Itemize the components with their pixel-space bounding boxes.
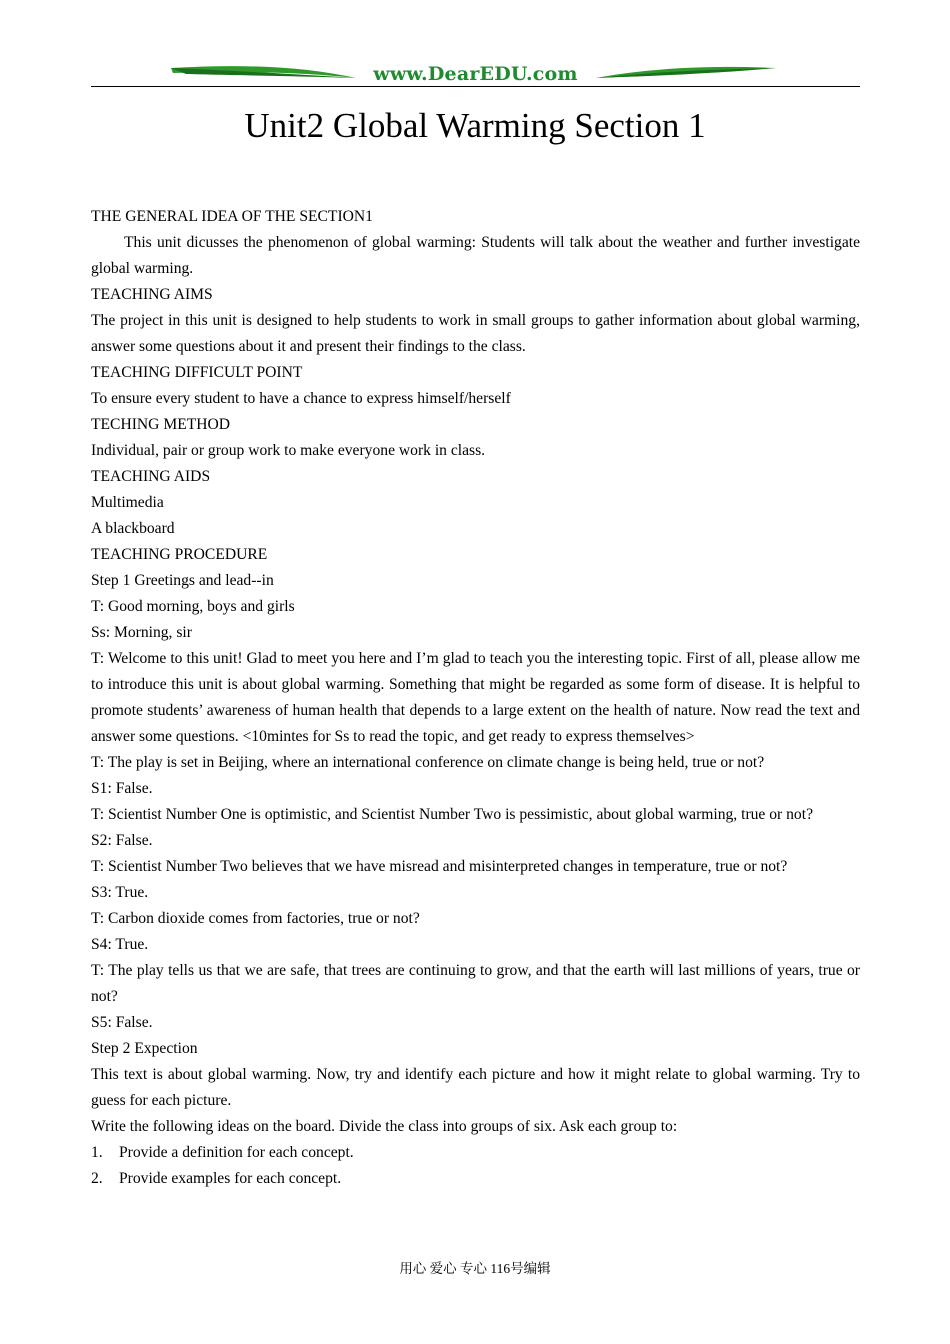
body-paragraph: T: Scientist Number Two believes that we have misread and misinterpreted changes in temperature, true or not? — [91, 858, 788, 875]
body-paragraph: TEACHING PROCEDURE — [91, 546, 268, 563]
body-paragraph: Step 1 Greetings and lead--in — [91, 572, 274, 589]
body-paragraph: T: Carbon dioxide comes from factories, true or not? — [91, 910, 420, 927]
body-paragraph: To ensure every student to have a chance to express himself/herself — [91, 390, 511, 407]
body-paragraph: Ss: Morning, sir — [91, 624, 192, 641]
body-paragraph: A blackboard — [91, 520, 175, 537]
list-item — [91, 1166, 860, 1192]
body-paragraph: S1: False. — [91, 780, 153, 797]
body-paragraph: Multimedia — [91, 494, 164, 511]
body-paragraph: This text is about global warming. Now, try and identify each picture and how it might relate to global warming. Try to guess for each picture. — [91, 1066, 860, 1109]
list-item-text: Provide a definition for each concept. — [119, 1144, 354, 1161]
body-paragraph: This unit dicusses the phenomenon of global warming: Students will talk about the weather and further investigate global warming. — [91, 234, 860, 277]
body-paragraph: S4: True. — [91, 936, 149, 953]
body-paragraph: TECHING METHOD — [91, 416, 231, 433]
body-paragraph: The project in this unit is designed to help students to work in small groups to gather information about global warming, answer some questions about it and present their findings to the class. — [91, 312, 860, 355]
document-body — [91, 204, 860, 1192]
header-rule — [91, 86, 860, 87]
list-item-number: 1. — [91, 1144, 103, 1161]
page-footer: 用心 爱心 专心 116号编辑 — [399, 1261, 551, 1276]
site-url: www.DearEDU.com — [373, 63, 578, 85]
body-paragraph: TEACHING DIFFICULT POINT — [91, 364, 303, 381]
body-paragraph: S3: True. — [91, 884, 149, 901]
body-paragraph: TEACHING AIMS — [91, 286, 213, 303]
body-paragraph: Step 2 Expection — [91, 1040, 198, 1057]
body-paragraph: T: Good morning, boys and girls — [91, 598, 295, 615]
page-title: Unit2 Global Warming Section 1 — [244, 106, 706, 145]
body-paragraph: Write the following ideas on the board. Divide the class into groups of six. Ask each group to: — [91, 1118, 678, 1135]
list-item-text: Provide examples for each concept. — [119, 1170, 342, 1187]
body-paragraph: T: Scientist Number One is optimistic, and Scientist Number Two is pessimistic, about global warming, true or not? — [91, 806, 813, 823]
body-paragraph: TEACHING AIDS — [91, 468, 211, 485]
body-paragraph: S2: False. — [91, 832, 153, 849]
list-item-number: 2. — [91, 1170, 103, 1187]
body-paragraph: Individual, pair or group work to make everyone work in class. — [91, 442, 486, 459]
body-paragraph: T: The play is set in Beijing, where an international conference on climate change is being held, true or not? — [91, 754, 765, 771]
list-item — [91, 1140, 860, 1166]
body-paragraph: T: Welcome to this unit! Glad to meet you here and I’m glad to teach you the interesting topic. First of all, please allow me to introduce this unit is about global warming. Something that might be regarded as some form of disease. It is helpful to promote students’ awareness of human health that depends to a large extent on the health of nature. Now read the text and answer some questions. <10mintes for Ss to read the topic, and get ready to express themselves> — [91, 650, 860, 745]
body-paragraph: S5: False. — [91, 1014, 153, 1031]
body-paragraph: THE GENERAL IDEA OF THE SECTION1 — [91, 208, 373, 225]
body-paragraph: T: The play tells us that we are safe, that trees are continuing to grow, and that the earth will last millions of years, true or not? — [91, 962, 860, 1005]
